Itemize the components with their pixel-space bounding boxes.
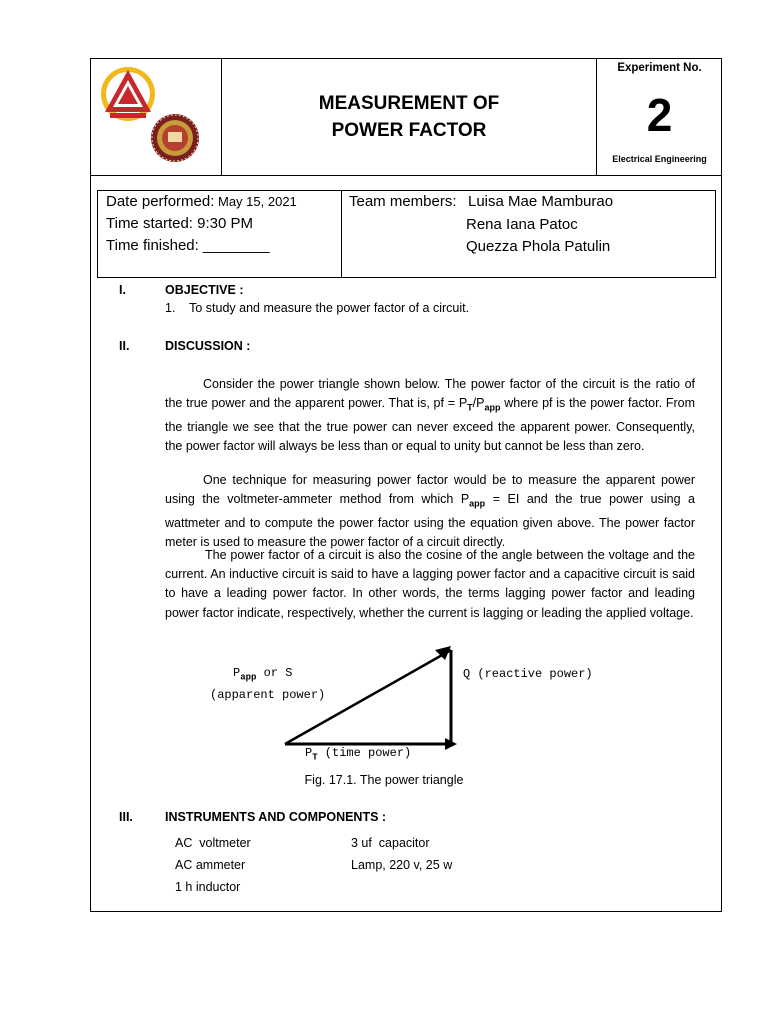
section-number: II. [119,339,130,353]
discussion-paragraph-2: One technique for measuring power factor would be to measure the apparent power using the voltmeter-ammeter method from which $P_{app}$ = EI and the true power using a wattmeter and to compute the power factor using the equation given above. The power factor meter is used to measure the power factor of a circuit directly. [165,473,696,550]
power-triangle-figure [195,640,615,770]
discussion-paragraph-3: The power factor of a circuit is also the cosine of the angle between the voltage and the current. An inductive circuit is said to have a lagging power factor and a capacitive circuit is said to have a leading power factor. In other words, the terms lagging power factor and leading power factor indicate, respectively, whether the current is lagging or leading the applied voltage. [165,548,695,620]
team-member: Luisa Mae Mamburao [468,193,614,210]
objective-item: 1. To study and measure the power factor of a circuit. [165,301,470,315]
instrument-item: 3 uf capacitor [351,836,430,850]
document-title [222,90,596,144]
instrument-item: Lamp, 220 v, 25 w [351,858,453,872]
instrument-item: AC voltmeter [175,836,251,850]
section-number: III. [119,810,133,824]
team-member: Rena Iana Patoc [466,216,578,233]
instrument-item: 1 h inductor [175,880,241,894]
figure-caption: Fig. 17.1. The power triangle [304,773,464,787]
experiment-label: Experiment No. [617,62,702,74]
logo-cell [90,58,222,175]
reactive-power-label: Q (reactive power) [463,667,593,681]
title-line-1: MEASUREMENT OF [318,93,500,114]
true-power-label: $P_T$ (time power) [305,746,412,763]
info-left [98,191,342,277]
time-finished: Time finished: ________ [106,237,270,254]
title-line-2: POWER FACTOR [331,120,487,141]
institution-logo-icon [101,67,155,121]
instrument-item: AC ammeter [175,858,246,872]
header [90,58,722,176]
department-label: Electrical Engineering [612,154,707,164]
date-performed: Date performed: May 15, 2021 [106,193,297,210]
hypotenuse-label-line2: (apparent power) [210,688,326,702]
discussion-paragraph-1: Consider the power triangle shown below. The power factor of the circuit is the ratio of the true power and the apparent power. That is, pf = $P_T/P_{app}$ where pf is the power factor. From the triangle we see that the true power can never exceed the apparent power. Consequently, the power factor will always be less than or equal to unity but cannot be less than zero. [165,377,695,454]
team-member: Quezza Phola Patulin [466,238,611,255]
experiment-number: 2 [646,89,673,141]
hypotenuse-label: $P_{app}$ or S [233,666,293,683]
title-cell [222,58,596,175]
institution-seal-icon [151,114,199,162]
info-box [97,190,716,278]
time-started: Time started: 9:30 PM [106,215,253,232]
section-title-discussion: DISCUSSION : [165,339,251,353]
section-title-objective: OBJECTIVE : [165,283,244,297]
section-title-instruments: INSTRUMENTS AND COMPONENTS : [165,810,387,824]
team-members-label: Team members: [349,193,457,210]
experiment-cell [596,58,722,175]
section-number: I. [119,283,126,297]
